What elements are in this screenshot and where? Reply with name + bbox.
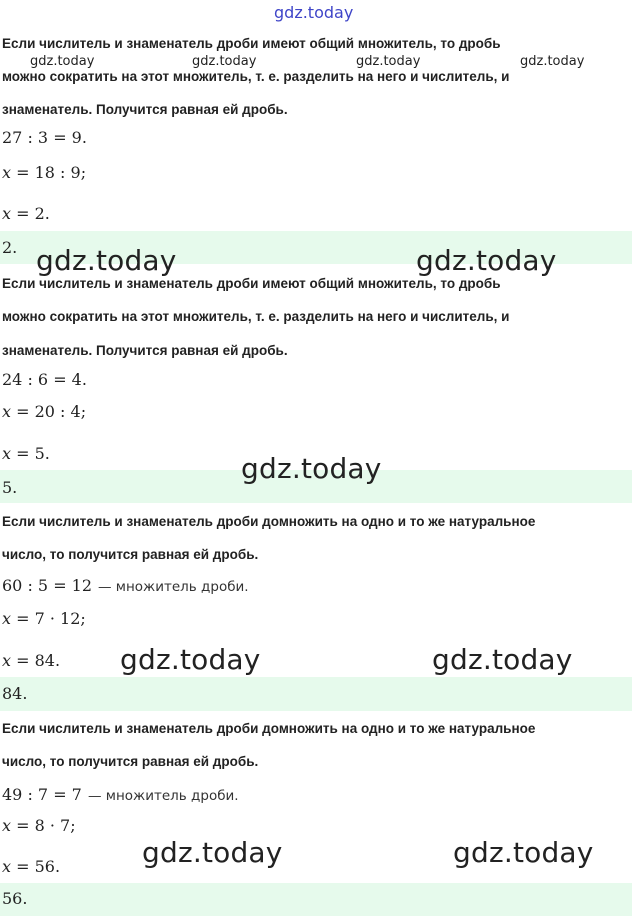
watermark: gdz.today <box>453 836 594 869</box>
solution-step: 27 : 3 = 9. <box>2 128 87 147</box>
rule-line: Если числитель и знаменатель дроби домножить на одно и то же натуральное <box>2 514 536 529</box>
watermark: gdz.today <box>356 54 421 69</box>
watermark: gdz.today <box>142 836 283 869</box>
rule-line: число, то получится равная ей дробь. <box>2 754 259 769</box>
watermark: gdz.today <box>241 452 382 485</box>
header-watermark: gdz.today <box>274 3 354 22</box>
watermark: gdz.today <box>416 244 557 277</box>
answer: 84. <box>2 684 28 703</box>
watermark: gdz.today <box>36 244 177 277</box>
solution-step: 24 : 6 = 4. <box>2 370 87 389</box>
answer: 2. <box>2 238 18 257</box>
rule-line: можно сократить на этот множитель, т. е. разделить на него и числитель, и <box>2 309 510 324</box>
solution-step: x = 20 : 4; <box>2 402 87 421</box>
watermark: gdz.today <box>120 643 261 676</box>
rule-line: можно сократить на этот множитель, т. е. разделить на него и числитель, и <box>2 69 510 84</box>
rule-line: Если числитель и знаменатель дроби имеют общий множитель, то дробь <box>2 36 501 51</box>
step-note: — множитель дроби. <box>88 788 239 804</box>
step-note: — множитель дроби. <box>98 579 249 595</box>
rule-line: число, то получится равная ей дробь. <box>2 547 259 562</box>
solution-step: x = 56. <box>2 857 61 876</box>
solution-step: x = 84. <box>2 651 61 670</box>
solution-step: 60 : 5 = 12 <box>2 576 93 595</box>
solution-step: x = 18 : 9; <box>2 163 87 182</box>
watermark: gdz.today <box>30 54 95 69</box>
solution-step: x = 5. <box>2 444 50 463</box>
rule-line: знаменатель. Получится равная ей дробь. <box>2 343 288 358</box>
solution-step: x = 7 · 12; <box>2 609 86 628</box>
rule-line: знаменатель. Получится равная ей дробь. <box>2 102 288 117</box>
watermark: gdz.today <box>432 643 573 676</box>
answer-band <box>0 883 632 916</box>
solution-step: 49 : 7 = 7 <box>2 785 82 804</box>
rule-line: Если числитель и знаменатель дроби имеют общий множитель, то дробь <box>2 276 501 291</box>
solution-step: x = 2. <box>2 204 50 223</box>
answer-band <box>0 677 632 711</box>
answer: 56. <box>2 889 28 908</box>
answer: 5. <box>2 478 18 497</box>
solution-step: x = 8 · 7; <box>2 816 76 835</box>
watermark: gdz.today <box>520 54 585 69</box>
watermark: gdz.today <box>192 54 257 69</box>
rule-line: Если числитель и знаменатель дроби домножить на одно и то же натуральное <box>2 721 536 736</box>
